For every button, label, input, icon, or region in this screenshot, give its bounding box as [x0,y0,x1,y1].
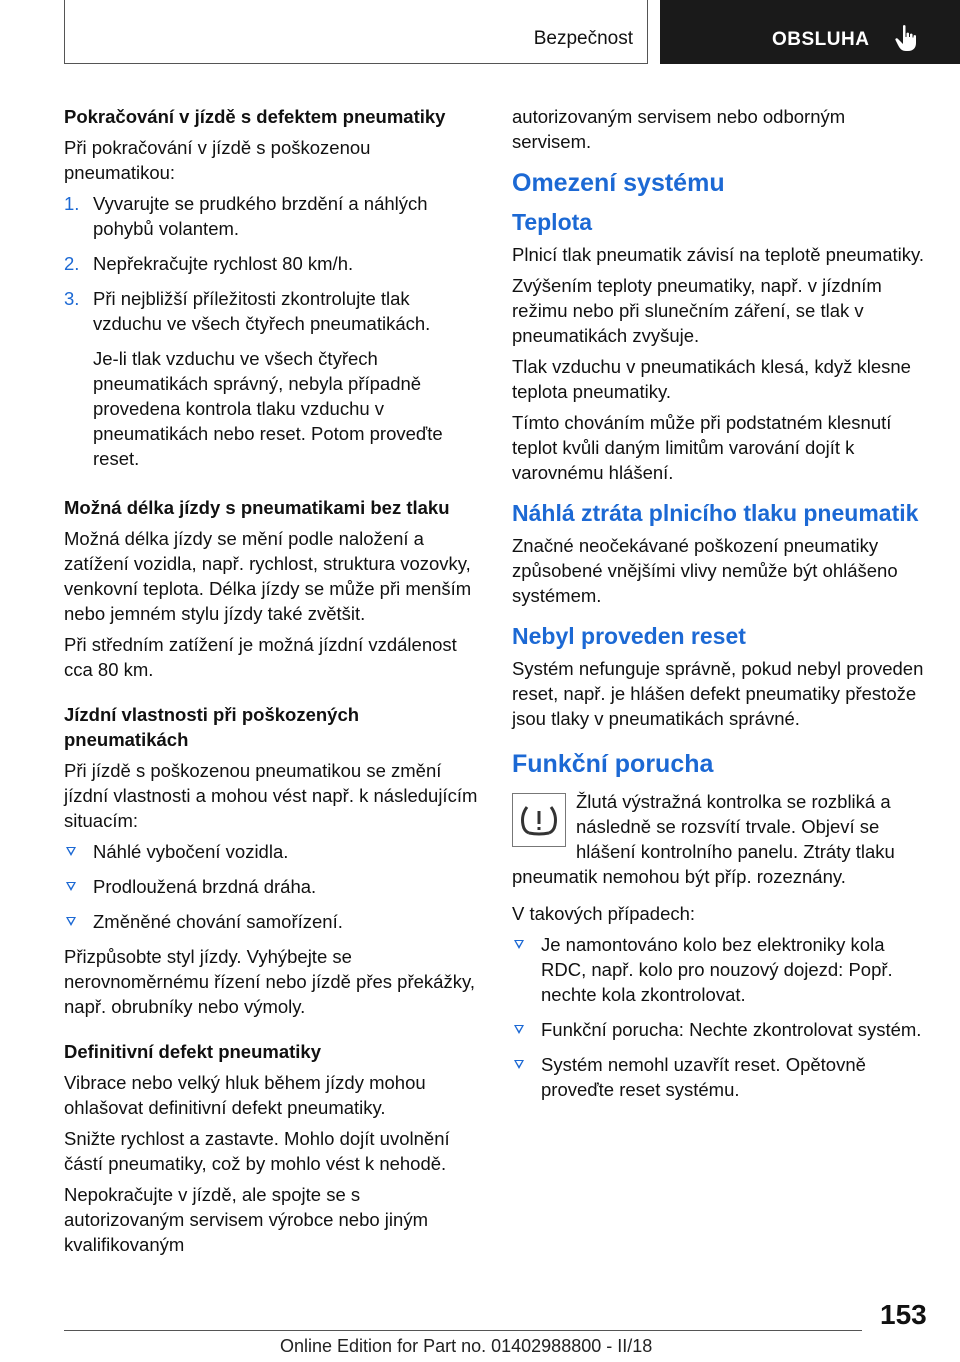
triangle-bullet-icon [514,1060,524,1069]
list-item [64,839,482,864]
section-title: Bezpečnost [533,28,633,49]
tire-pressure-warning-icon [512,793,566,847]
paragraph: Vibrace nebo velký hluk během jízdy mohou ohlašovat definitivní defekt pneumatiky. [64,1072,426,1118]
triangle-bullet-icon [514,940,524,949]
paragraph: Tlak vzduchu v pneumatikách klesá, když klesne teplota pneumatiky. [512,356,911,402]
paragraph: Při jízdě s poškozenou pneumatikou se změní jízdní vlastnosti a mohou vést např. k následujícím situacím: [64,760,478,831]
step-number: 1. [64,193,80,214]
chapter-heading: Omezení systému [512,169,725,197]
section-heading: Pokračování v jízdě s defektem pneumatiky [64,106,446,127]
edition-note: Online Edition for Part no. 01402988800 - II/18 [280,1336,653,1356]
hand-pointer-icon [894,24,920,52]
paragraph: Při pokračování v jízdě s poškozenou pneumatikou: [64,137,371,183]
step-item [64,251,482,276]
paragraph: Žlutá výstražná kontrolka se rozbliká a následně se rozsvítí trvale. Objeví se hlášení kontrolního panelu. Ztráty tlaku pneumatik nemohou být příp. rozeznány. [512,791,895,887]
triangle-bullet-icon [66,917,76,926]
warning-block [512,789,924,889]
step-text: Vyvarujte se prudkého brzdění a náhlých pohybů volantem. [93,193,428,239]
paragraph: Značné neočekávané poškození pneumatiky způsobené vnějšími vlivy nemůže být ohlášeno systémem. [512,535,898,606]
step-item [64,191,482,241]
step-number: 3. [64,288,80,309]
step-item [64,286,482,471]
paragraph: Systém nefunguje správně, pokud nebyl proveden reset, např. je hlášen defekt pneumatiky přestože jsou tlaky v pneumatikách správné. [512,658,924,729]
paragraph: Snižte rychlost a zastavte. Mohlo dojít uvolnění částí pneumatiky, což by mohlo vést k nehodě. [64,1128,450,1174]
bullet-list [64,839,482,934]
paragraph: Nepokračujte v jízdě, ale spojte se s autorizovaným servisem výrobce nebo jiným kvalifikovaným [64,1184,428,1255]
list-item-text: Náhlé vybočení vozidla. [93,841,289,862]
triangle-bullet-icon [66,882,76,891]
paragraph: Možná délka jízdy se mění podle naložení a zatížení vozidla, např. rychlost, struktura vozovky, venkovní teplota. Délka jízdy se může při menším nebo jemném stylu jízdy také zvětšit. [64,528,472,624]
step-text: Nepřekračujte rychlost 80 km/h. [93,253,354,274]
paragraph: Zvýšením teploty pneumatiky, např. v jízdním režimu nebo při slunečním záření, se tlak v pneumatikách zvyšuje. [512,275,882,346]
footer-divider [64,1330,862,1331]
list-item [512,1017,924,1042]
list-item-text: Prodloužená brzdná dráha. [93,876,317,897]
left-column [64,104,482,1263]
section-heading: Definitivní defekt pneumatiky [64,1041,321,1062]
list-item [512,1052,924,1102]
list-item [512,932,924,1007]
paragraph: V takových případech: [512,903,696,924]
section-heading: Náhlá ztráta plnicího tlaku pneumatik [512,500,919,526]
paragraph: Plnicí tlak pneumatik závisí na teplotě pneumatiky. [512,244,925,265]
header-section-box [64,0,648,64]
list-item [64,874,482,899]
step-text: Při nejbližší příležitosti zkontrolujte tlak vzduchu ve všech čtyřech pneumatikách. [93,288,431,334]
list-item-text: Systém nemohl uzavřít reset. Opětovně proveďte reset systému. [541,1054,866,1100]
steps-list [64,191,482,471]
paragraph: Přizpůsobte styl jízdy. Vyhýbejte se nerovnoměrnému řízení nebo jízdě přes překážky, např. obrubníky nebo výmoly. [64,946,475,1017]
chapter-heading: Funkční porucha [512,750,714,778]
paragraph: Při středním zatížení je možná jízdní vzdálenost cca 80 km. [64,634,457,680]
list-item-text: Změněné chování samořízení. [93,911,343,932]
section-heading: Nebyl proveden reset [512,623,746,649]
page-number: 153 [880,1299,927,1330]
bullet-list [512,932,924,1102]
section-heading: Možná délka jízdy s pneumatikami bez tlaku [64,497,450,518]
step-note: Je-li tlak vzduchu ve všech čtyřech pneumatikách správný, nebyla případně provedena kontrola tlaku vzduchu v pneumatikách nebo reset. Potom proveďte reset. [93,348,443,469]
paragraph: autorizovaným servisem nebo odborným servisem. [512,106,846,152]
section-heading: Jízdní vlastnosti při poškozených pneumatikách [64,704,360,750]
triangle-bullet-icon [514,1025,524,1034]
list-item-text: Je namontováno kolo bez elektroniky kola RDC, např. kolo pro nouzový dojezd: Popř. nechte kola zkontrolovat. [541,934,893,1005]
list-item [64,909,482,934]
paragraph: Tímto chováním může při podstatném klesnutí teplot kvůli daným limitům varování dojít k varovnému hlášení. [512,412,892,483]
section-heading: Teplota [512,209,593,235]
triangle-bullet-icon [66,847,76,856]
chapter-tab-label: OBSLUHA [772,29,870,50]
right-column [512,104,924,1112]
list-item-text: Funkční porucha: Nechte zkontrolovat systém. [541,1019,922,1040]
step-number: 2. [64,253,80,274]
